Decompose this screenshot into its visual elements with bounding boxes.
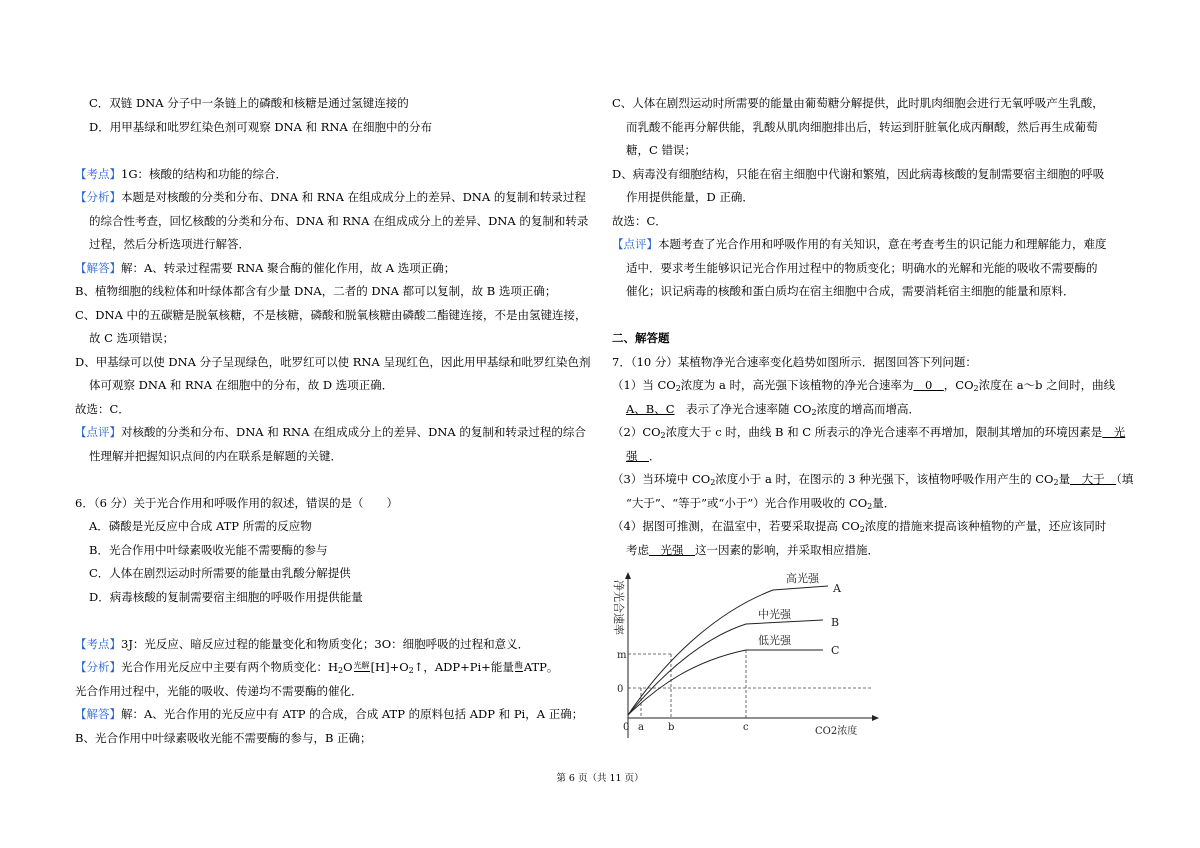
text: 浓度为 a 时，高光强下该植物的净光合速率为 bbox=[680, 378, 914, 392]
text: （1）当 CO bbox=[612, 378, 676, 392]
subscript: 2 bbox=[1053, 478, 1059, 487]
q6-fenxi-paragraph bbox=[75, 656, 595, 680]
question-7-stem: 7．（10 分）某植物净光合速率变化趋势如图所示．据图回答下列问题： bbox=[612, 354, 977, 369]
label-B: B bbox=[831, 616, 840, 629]
label-low-light: 低光强 bbox=[758, 634, 791, 647]
kaodian-paragraph bbox=[75, 163, 595, 187]
q6-jieda-text: 解：A、光合作用的光反应中有 ATP 的合成，合成 ATP 的原料包括 ADP 和 Pi，A 正确； bbox=[121, 707, 584, 721]
answer-blank: 强 bbox=[626, 448, 649, 463]
reaction-arrow bbox=[353, 662, 371, 672]
answer-blank: 光 bbox=[1102, 425, 1126, 439]
option-d: D．用甲基绿和吡罗红染色剂可观察 DNA 和 RNA 在细胞中的分布 bbox=[89, 119, 432, 134]
tick-y-zero: 0 bbox=[617, 684, 624, 695]
q6-dianping-text: 本题考查了光合作用和呼吸作用的有关知识，意在考查考生的识记能力和理解能力，难度 bbox=[658, 237, 1107, 251]
text: 浓度的增高而增高． bbox=[816, 401, 921, 416]
tick-b: b bbox=[668, 722, 675, 733]
text: （3）当环境中 CO bbox=[612, 472, 711, 486]
q6-option-c: C．人体在剧烈运动时所需要的能量由乳酸分解提供 bbox=[89, 566, 351, 580]
subscript: 2 bbox=[660, 431, 666, 440]
text: （填 bbox=[1116, 472, 1134, 486]
text: 浓度大于 c 时，曲线 B 和 C 所表示的净光合速率不再增加，限制其增加的环境因素是 bbox=[665, 425, 1103, 439]
q7-part-1-cont bbox=[612, 398, 1136, 422]
q6-dianping-text-line: 催化；识记病毒的核酸和蛋白质均在宿主细胞中合成，需要消耗宿主细胞的能量和原料． bbox=[626, 284, 1075, 298]
text: 量 bbox=[1058, 472, 1071, 486]
label-C: C bbox=[831, 644, 840, 657]
q7-part-4-cont bbox=[612, 539, 1136, 563]
option-c: C．双链 DNA 分子中一条链上的磷酸和核糖是通过氢键连接的 bbox=[89, 96, 409, 110]
answer-blank: 0 bbox=[913, 378, 944, 392]
arrow-label: 酶 bbox=[514, 661, 523, 670]
q6-kaodian-paragraph bbox=[75, 633, 595, 657]
text: “大于”、“等于”或“小于”）光合作用吸收的 CO bbox=[626, 495, 868, 510]
q6-jieda-line-c-cont: 糖，C 错误； bbox=[626, 143, 696, 157]
q7-part-3-cont bbox=[612, 492, 1136, 516]
q7-part-4 bbox=[612, 515, 1136, 539]
text: 量． bbox=[872, 495, 896, 510]
answer-blank: 大于 bbox=[1070, 472, 1117, 486]
q6-option-a: A．磷酸是光反应中合成 ATP 所需的反应物 bbox=[89, 519, 312, 533]
fenxi-tag: 【分析】 bbox=[75, 190, 121, 204]
page-footer: 第 6 页（共 11 页） bbox=[556, 773, 644, 784]
tick-m: m bbox=[617, 650, 627, 661]
answer-blank: 光强 bbox=[649, 542, 695, 557]
text: （2）CO bbox=[612, 425, 661, 439]
fenxi-paragraph bbox=[75, 186, 595, 210]
dianping-text: 对核酸的分类和分布、DNA 和 RNA 在组成成分上的差异、DNA 的复制和转录过程的综合 bbox=[121, 425, 586, 439]
label-mid-light: 中光强 bbox=[758, 608, 791, 621]
q6-dianping-tag: 【点评】 bbox=[612, 237, 658, 251]
text: 这一因素的影响，并采取相应措施． bbox=[695, 542, 879, 557]
q6-jieda-line-b: B、光合作用中叶绿素吸收光能不需要酶的参与，B 正确； bbox=[75, 730, 372, 745]
dianping-tag: 【点评】 bbox=[75, 425, 121, 439]
label-A: A bbox=[833, 582, 841, 595]
subscript: 2 bbox=[867, 501, 873, 511]
subscript: 2 bbox=[408, 666, 414, 675]
q6-answer-choice: 故选：C． bbox=[612, 213, 667, 228]
net-photosynthesis-chart bbox=[603, 568, 895, 746]
q7-part-2-cont bbox=[612, 445, 1136, 469]
subscript: 2 bbox=[973, 384, 979, 393]
formula-part: [H]+O bbox=[370, 660, 409, 674]
subscript: 2 bbox=[859, 525, 865, 534]
q7-part-1 bbox=[612, 374, 1136, 398]
fenxi-text-line: 的综合性考查，回忆核酸的分类和分布、DNA 和 RNA 在组成成分上的差异、DNA 的复制和转录 bbox=[89, 213, 589, 228]
jieda-line-d-cont: 体可观察 DNA 和 RNA 在细胞中的分布，故 D 选项正确． bbox=[89, 378, 394, 392]
q6-fenxi-text: 光合作用光反应中主要有两个物质变化：H bbox=[121, 660, 339, 674]
formula-part: ATP。 bbox=[523, 660, 559, 674]
y-axis-label: 净光合速率 bbox=[612, 580, 625, 635]
jieda-line-c: C、DNA 中的五碳糖是脱氧核糖，不是核糖，磷酸和脱氧核糖由磷酸二酯键连接，不是由氢键连接， bbox=[75, 307, 587, 322]
q7-part-3 bbox=[612, 468, 1136, 492]
tick-a: a bbox=[638, 722, 644, 733]
formula-part: O bbox=[343, 660, 353, 674]
tick-x-zero: 0 bbox=[623, 722, 630, 733]
subscript: 2 bbox=[338, 666, 344, 675]
q6-jieda-line-d: D、病毒没有细胞结构，只能在宿主细胞中代谢和繁殖，因此病毒核酸的复制需要宿主细胞的呼吸 bbox=[612, 166, 1105, 181]
arrow-label: 光解 bbox=[353, 661, 370, 670]
curve-mid-light bbox=[628, 620, 823, 715]
q6-fenxi-tag: 【分析】 bbox=[75, 660, 121, 674]
jieda-paragraph bbox=[75, 257, 595, 281]
jieda-text: 解：A、转录过程需要 RNA 聚合酶的催化作用，故 A 选项正确； bbox=[121, 260, 456, 275]
jieda-line-c-cont: 故 C 选项错误； bbox=[89, 331, 175, 345]
q6-kaodian-text: 3J：光反应、暗反应过程的能量变化和物质变化；3O：细胞呼吸的过程和意义． bbox=[121, 636, 530, 651]
q6-jieda-line-d-cont: 作用提供能量，D 正确． bbox=[626, 190, 754, 204]
jieda-line-b: B、植物细胞的线粒体和叶绿体都含有少量 DNA，二者的 DNA 都可以复制，故 B 选项正确； bbox=[75, 284, 557, 298]
q6-option-b: B．光合作用中叶绿素吸收光能不需要酶的参与 bbox=[89, 542, 328, 557]
answer-blank: A、B、C bbox=[626, 401, 675, 416]
text: ，CO bbox=[943, 378, 974, 392]
jieda-tag: 【解答】 bbox=[75, 260, 121, 275]
q6-jieda-paragraph bbox=[75, 703, 595, 727]
left-column bbox=[75, 92, 595, 750]
x-axis-label: CO2浓度 bbox=[815, 726, 858, 737]
dianping-text-line: 性理解并把握知识点间的内在联系是解题的关键． bbox=[89, 448, 342, 463]
text: ． bbox=[649, 448, 661, 463]
jieda-line-d: D、甲基绿可以使 DNA 分子呈现绿色，吡罗红可以使 RNA 呈现红色，因此用甲基绿和吡罗红染色剂 bbox=[75, 354, 591, 369]
q7-part-2 bbox=[612, 421, 1136, 445]
subscript: 2 bbox=[675, 384, 681, 393]
subscript: 2 bbox=[710, 478, 716, 487]
q6-fenxi-line2: 光合作用过程中，光能的吸收、传递均不需要酶的催化． bbox=[75, 683, 363, 698]
question-6-stem: 6．（6 分）关于光合作用和呼吸作用的叙述，错误的是（ ） bbox=[75, 495, 399, 510]
q6-jieda-line-c-cont: 而乳酸不能再分解供能，乳酸从肌肉细胞排出后，转运到肝脏氧化成丙酮酸，然后再生成葡萄 bbox=[626, 119, 1098, 134]
q6-dianping-text-line: 适中．要求考生能够识记光合作用过程中的物质变化；明确水的光解和光能的吸收不需要酶的 bbox=[626, 260, 1098, 275]
kaodian-tag: 【考点】 bbox=[75, 166, 121, 181]
text: （4）据图可推测，在温室中，若要采取提高 CO bbox=[612, 519, 860, 533]
text: 考虑 bbox=[626, 542, 649, 557]
section-heading: 二、解答题 bbox=[612, 331, 670, 345]
kaodian-text: 1G：核酸的结构和功能的综合． bbox=[121, 166, 288, 181]
formula-part: ↑，ADP+Pi+能量 bbox=[413, 660, 514, 674]
subscript: 2 bbox=[811, 407, 817, 417]
y-axis-arrow bbox=[625, 572, 631, 579]
text: 表示了净光合速率随 CO bbox=[674, 401, 812, 416]
q6-dianping-paragraph bbox=[612, 233, 1136, 257]
text: 浓度小于 a 时，在图示的 3 种光强下，该植物呼吸作用产生的 CO bbox=[715, 472, 1054, 486]
tick-c: c bbox=[743, 722, 749, 733]
q6-jieda-line-c: C、人体在剧烈运动时所需要的能量由葡萄糖分解提供，此时肌肉细胞会进行无氧呼吸产生乳酸， bbox=[612, 96, 1104, 110]
q6-option-d: D．病毒核酸的复制需要宿主细胞的呼吸作用提供能量 bbox=[89, 589, 363, 604]
text: 浓度的措施来提高该种植物的产量，还应该同时 bbox=[864, 519, 1107, 533]
reaction-arrow bbox=[514, 662, 524, 672]
x-axis-arrow bbox=[872, 715, 879, 721]
dianping-paragraph bbox=[75, 421, 595, 445]
label-high-light: 高光强 bbox=[786, 572, 819, 585]
fenxi-text-line: 过程，然后分析选项进行解答． bbox=[89, 237, 250, 251]
fenxi-text: 本题是对核酸的分类和分布、DNA 和 RNA 在组成成分上的差异、DNA 的复制和转录过程 bbox=[121, 190, 586, 204]
text: 浓度在 a～b 之间时，曲线 bbox=[978, 378, 1116, 392]
answer-choice: 故选：C． bbox=[75, 401, 130, 416]
q6-jieda-tag: 【解答】 bbox=[75, 707, 121, 721]
right-column bbox=[612, 92, 1136, 562]
q6-kaodian-tag: 【考点】 bbox=[75, 636, 121, 651]
